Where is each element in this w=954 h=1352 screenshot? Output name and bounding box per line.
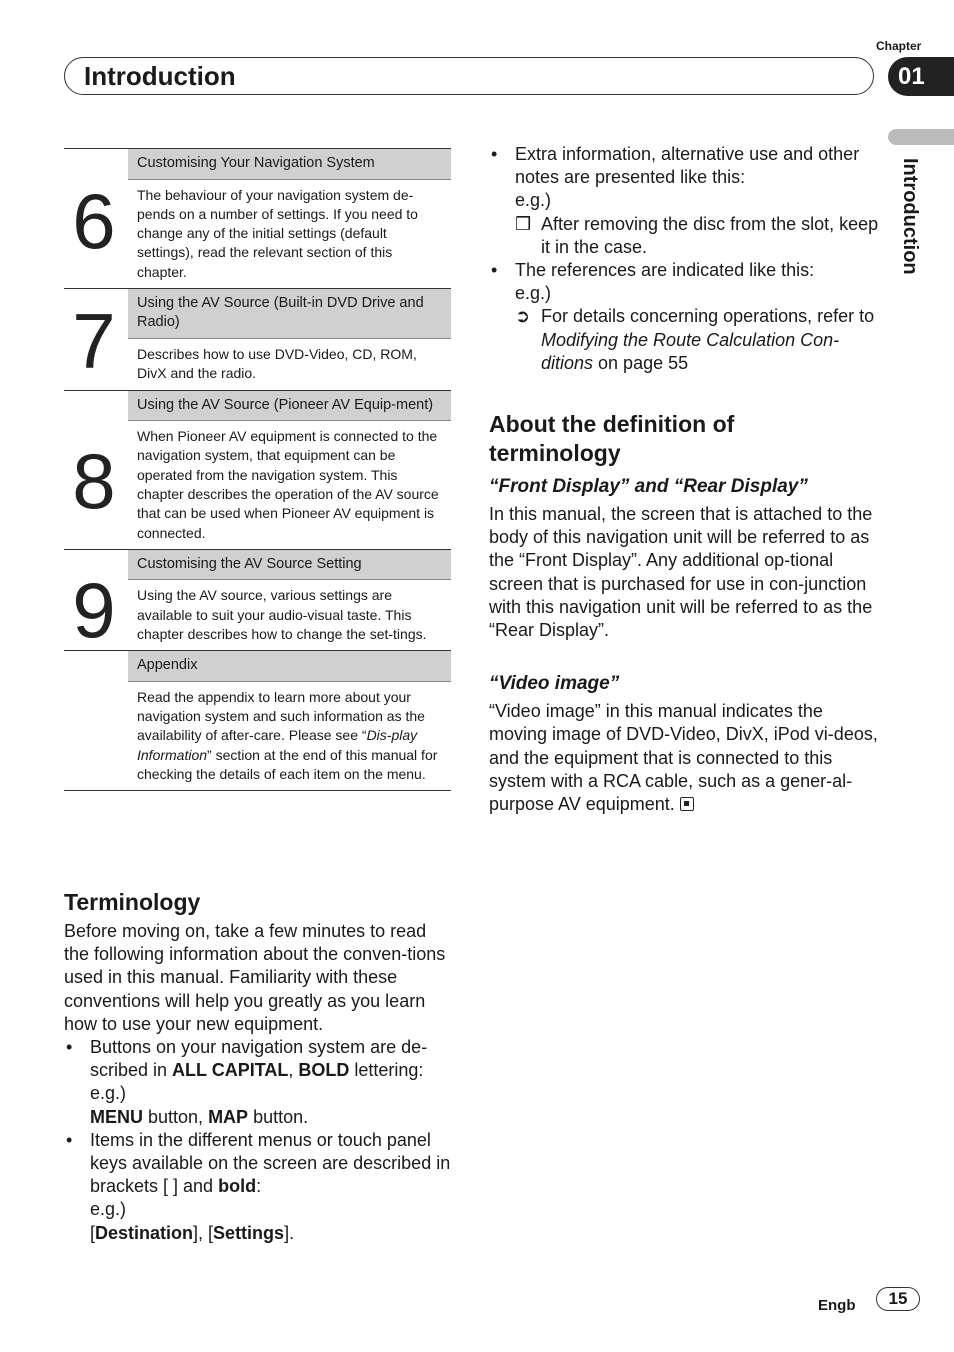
example-text: [Destination], [Settings].	[90, 1222, 295, 1243]
terminology-section	[64, 888, 454, 1245]
page-number: 15	[876, 1287, 920, 1311]
note-checkbox-icon: ❒	[515, 213, 532, 234]
chapter-row-title: Appendix	[128, 651, 451, 682]
example-text: MENU button, MAP button.	[90, 1106, 309, 1127]
terminology-intro: Before moving on, take a few minutes to read the following information about the conven-tions used in this manual. Familiarity with these conventions will help you greatly as you learn how to use your new equipment.	[64, 921, 446, 1034]
right-column	[489, 143, 881, 816]
chapter-row	[64, 549, 451, 654]
chapter-row-title: Customising the AV Source Setting	[128, 550, 451, 581]
about-terminology-heading: About the definition of terminology	[489, 411, 735, 467]
bullet-extra-info: • Extra information, alternative use and other notes are presented like this: e.g.) ❒ After removing the disc from the slot, keep it in the case.	[489, 143, 881, 259]
chapter-row-number: 9	[72, 565, 116, 654]
chapter-row	[64, 288, 451, 390]
chapter-row	[64, 390, 451, 549]
chapter-table	[64, 148, 451, 791]
chapter-label: Chapter	[876, 39, 922, 53]
chapter-row-number: 6	[72, 177, 116, 265]
chapter-row	[64, 148, 451, 288]
page-title: Introduction	[84, 61, 236, 91]
bullet-buttons: • Buttons on your navigation system are de-scribed in ALL CAPITAL, BOLD lettering: e.g.) MENU button, MAP button.	[64, 1036, 454, 1129]
front-rear-heading: “Front Display” and “Rear Display”	[489, 476, 808, 498]
video-image-text: “Video image” in this manual indicates the moving image of DVD-Video, DivX, iPod vi-deos, and the equipment that is connected to this system with a RCA cable, such as a gener-al-purpose AV equipment.	[489, 701, 878, 815]
reference-link-text: Modifying the Route Calculation Con-ditions	[541, 329, 840, 373]
chapter-row-description: Using the AV source, various settings are available to suit your audio-visual taste. This chapter describes how to change the set-tings.	[137, 587, 427, 642]
chapter-row-description: Describes how to use DVD-Video, CD, ROM, DivX and the radio.	[137, 345, 417, 382]
table-bottom-rule	[64, 790, 451, 791]
chapter-row-number: 8	[72, 436, 116, 525]
chapter-row-appendix	[64, 650, 451, 790]
reference-link-text: Dis-play Information	[137, 727, 418, 763]
bullet-menu-items: • Items in the different menus or touch panel keys available on the screen are described in brackets [ ] and bold: e.g.) [Destination], [Settings].	[64, 1129, 454, 1245]
reference-example: ➲ For details concerning operations, refer to Modifying the Route Calculation Con-ditions on page 55	[515, 306, 875, 373]
front-rear-text: In this manual, the screen that is attached to the body of this navigation unit will be referred to as the “Front Display”. Any additional op-tional screen that is purchased for use in con-junction with this navigation unit will be referred to as the “Rear Display”.	[489, 504, 873, 641]
example-label: e.g.)	[515, 283, 552, 304]
video-image-heading: “Video image”	[489, 673, 620, 695]
bullet-references: • The references are indicated like this: e.g.) ➲ For details concerning operations, refer to Modifying the Route Calculation Con-ditions on page 55	[489, 259, 881, 375]
language-code: Engb	[818, 1297, 856, 1314]
end-of-section-icon	[680, 797, 694, 811]
note-example: ❒ After removing the disc from the slot, keep it in the case.	[515, 213, 879, 257]
chapter-row-description: Read the appendix to learn more about your navigation system and such information as the availability of after-care. Please see “Dis-play Information” section at the end of this manual for checking the details of each item on the menu.	[137, 688, 438, 782]
chapter-row-description: The behaviour of your navigation system de-pends on a number of settings. If you need to change any of the initial settings (default settings), read the relevant section of this chapter.	[137, 186, 418, 280]
reference-arrow-icon: ➲	[515, 306, 531, 327]
chapter-row-number: 7	[72, 296, 116, 385]
chapter-row-description: When Pioneer AV equipment is connected to the navigation system, that equipment can be operated from the navigation system. This chapter describes the operation of the AV source that can be used when Pioneer AV equipment is connected.	[137, 428, 439, 541]
chapter-number-badge: 01	[888, 57, 954, 96]
chapter-row-title: Using the AV Source (Pioneer AV Equip-ment)	[128, 391, 451, 422]
chapter-row-title: Customising Your Navigation System	[128, 149, 451, 180]
example-label: e.g.)	[90, 1083, 127, 1104]
example-label: e.g.)	[515, 190, 552, 211]
example-label: e.g.)	[90, 1199, 127, 1220]
chapter-row-title: Using the AV Source (Built-in DVD Drive and Radio)	[128, 289, 451, 339]
side-tab-label: Introduction	[899, 158, 921, 275]
side-tab-marker	[888, 129, 954, 145]
terminology-heading: Terminology	[64, 889, 201, 915]
side-tab	[898, 158, 922, 308]
video-image-paragraph	[489, 700, 881, 816]
